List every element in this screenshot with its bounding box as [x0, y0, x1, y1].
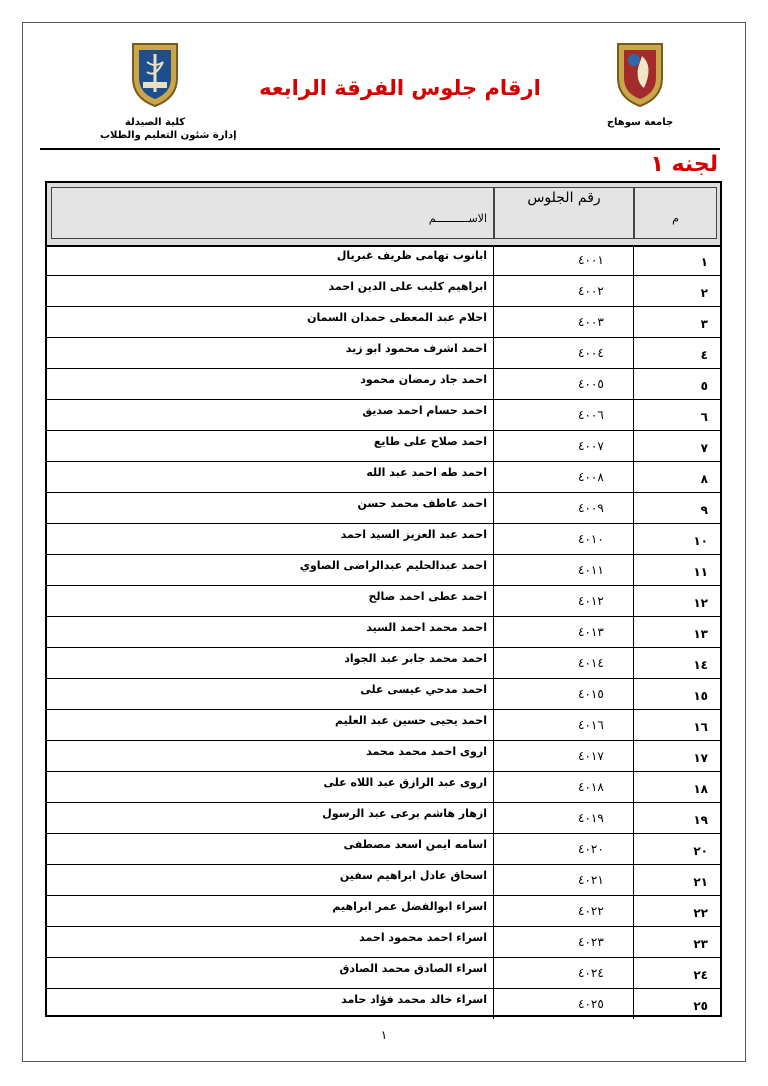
seat-number: ٤٠١٣ — [578, 625, 604, 639]
student-name: احمد عاطف محمد حسن — [357, 497, 487, 510]
serial-number: ٩ — [700, 503, 708, 517]
name-cell — [47, 462, 494, 492]
table-row — [47, 431, 720, 462]
student-name: احمد عبدالحليم عبدالراضى الصاوي — [299, 559, 487, 572]
serial-cell — [634, 741, 720, 771]
table-row — [47, 524, 720, 555]
serial-number: ٢٢ — [693, 906, 708, 920]
seat-cell — [494, 927, 634, 957]
serial-cell — [634, 958, 720, 988]
seat-number: ٤٠٠٨ — [578, 470, 604, 484]
name-cell — [47, 896, 494, 926]
table-row — [47, 617, 720, 648]
student-name: احمد مدحي عيسى على — [360, 683, 487, 696]
student-name: اسامه ايمن اسعد مصطفى — [343, 838, 487, 851]
serial-number: ١٠ — [693, 534, 708, 548]
seat-number: ٤٠٢٥ — [578, 997, 604, 1011]
name-cell — [47, 741, 494, 771]
serial-number: ٧ — [700, 441, 708, 455]
seat-cell — [494, 896, 634, 926]
serial-cell — [634, 462, 720, 492]
committee-label: لجنه ١ — [650, 152, 718, 177]
serial-number: ٢٠ — [693, 844, 708, 858]
seat-number: ٤٠١٧ — [578, 749, 604, 763]
table-row — [47, 710, 720, 741]
seat-number: ٤٠١٩ — [578, 811, 604, 825]
university-name: جامعة سوهاج — [606, 117, 674, 128]
table-row — [47, 648, 720, 679]
serial-number: ١٤ — [693, 658, 708, 672]
table-row — [47, 834, 720, 865]
serial-cell — [634, 400, 720, 430]
serial-cell — [634, 710, 720, 740]
header-name-cell — [51, 187, 494, 239]
table-row — [47, 369, 720, 400]
name-cell — [47, 276, 494, 306]
student-name: احمد حسام احمد صديق — [362, 404, 487, 417]
seat-cell — [494, 834, 634, 864]
name-cell — [47, 648, 494, 678]
table-row — [47, 462, 720, 493]
faculty-header — [100, 38, 237, 142]
seat-cell — [494, 431, 634, 461]
table-row — [47, 493, 720, 524]
serial-cell — [634, 307, 720, 337]
serial-number: ١ — [700, 255, 708, 269]
seat-number: ٤٠٠٧ — [578, 439, 604, 453]
faculty-name: كلية الصيدلة — [124, 117, 186, 128]
serial-number: ٦ — [700, 410, 708, 424]
serial-cell — [634, 896, 720, 926]
serial-cell — [634, 431, 720, 461]
table-row — [47, 679, 720, 710]
serial-number: ٢ — [700, 286, 708, 300]
pharmacy-logo-icon — [129, 38, 181, 108]
name-cell — [47, 617, 494, 647]
header-m: م — [672, 212, 679, 225]
student-name: اروى عبد الرازق عبد اللاه على — [323, 776, 487, 789]
seat-number: ٤٠٢٤ — [578, 966, 604, 980]
serial-number: ١٦ — [693, 720, 708, 734]
serial-cell — [634, 927, 720, 957]
serial-cell — [634, 555, 720, 585]
seat-cell — [494, 586, 634, 616]
student-name: احلام عبد المعطى حمدان السمان — [307, 311, 487, 324]
serial-number: ٢١ — [693, 875, 708, 889]
table-row — [47, 400, 720, 431]
serial-cell — [634, 338, 720, 368]
name-cell — [47, 958, 494, 988]
serial-number: ١٨ — [693, 782, 708, 796]
seat-cell — [494, 462, 634, 492]
header-seat: رقم الجلوس — [527, 190, 601, 206]
student-name: ابراهيم كليب على الدين احمد — [328, 280, 487, 293]
header-m-cell — [634, 187, 717, 239]
student-name: اروى احمد محمد محمد — [366, 745, 487, 758]
seat-number: ٤٠١٥ — [578, 687, 604, 701]
seat-number: ٤٠٠٣ — [578, 315, 604, 329]
serial-number: ٣ — [700, 317, 708, 331]
seat-cell — [494, 803, 634, 833]
name-cell — [47, 493, 494, 523]
seat-number: ٤٠٢١ — [578, 873, 604, 887]
serial-number: ٤ — [700, 348, 708, 362]
serial-number: ٢٣ — [693, 937, 708, 951]
serial-cell — [634, 617, 720, 647]
student-name: اسراء احمد محمود احمد — [359, 931, 487, 944]
seat-cell — [494, 555, 634, 585]
student-name: احمد يحيى حسين عبد العليم — [334, 714, 487, 727]
serial-number: ١٣ — [693, 627, 708, 641]
seat-cell — [494, 679, 634, 709]
university-header — [600, 38, 680, 129]
seat-cell — [494, 493, 634, 523]
university-logo-icon — [614, 38, 666, 108]
serial-cell — [634, 865, 720, 895]
student-name: احمد عبد العزيز السيد احمد — [340, 528, 487, 541]
table-row — [47, 772, 720, 803]
seat-cell — [494, 958, 634, 988]
seat-number: ٤٠٠٢ — [578, 284, 604, 298]
serial-cell — [634, 276, 720, 306]
student-name: احمد طه احمد عبد الله — [366, 466, 487, 479]
serial-cell — [634, 493, 720, 523]
seat-cell — [494, 648, 634, 678]
serial-number: ٢٤ — [693, 968, 708, 982]
name-cell — [47, 586, 494, 616]
serial-cell — [634, 369, 720, 399]
student-name: اسراء ابوالفضل عمر ابراهيم — [332, 900, 487, 913]
serial-number: ٥ — [700, 379, 708, 393]
seat-cell — [494, 400, 634, 430]
table-row — [47, 896, 720, 927]
seat-number: ٤٠١٦ — [578, 718, 604, 732]
serial-cell — [634, 803, 720, 833]
name-cell — [47, 927, 494, 957]
seat-number: ٤٠٠٤ — [578, 346, 604, 360]
serial-number: ١٢ — [693, 596, 708, 610]
seat-cell — [494, 245, 634, 275]
student-name: احمد اشرف محمود ابو زيد — [345, 342, 487, 355]
page-number: ١ — [380, 1028, 388, 1042]
header-name: الاســــــــــم — [428, 212, 487, 225]
seat-cell — [494, 865, 634, 895]
serial-cell — [634, 679, 720, 709]
name-cell — [47, 307, 494, 337]
serial-number: ٨ — [700, 472, 708, 486]
seat-number: ٤٠١١ — [578, 563, 604, 577]
serial-cell — [634, 834, 720, 864]
serial-number: ٢٥ — [693, 999, 708, 1013]
name-cell — [47, 400, 494, 430]
student-name: اسراء الصادق محمد الصادق — [339, 962, 487, 975]
name-cell — [47, 431, 494, 461]
department-name: إدارة شئون التعليم والطلاب — [100, 130, 237, 141]
header-seat-cell — [494, 187, 634, 239]
header-divider — [40, 148, 720, 150]
student-name: احمد محمد جابر عبد الجواد — [344, 652, 487, 665]
table-row — [47, 555, 720, 586]
serial-cell — [634, 245, 720, 275]
name-cell — [47, 555, 494, 585]
seat-cell — [494, 989, 634, 1019]
seat-cell — [494, 369, 634, 399]
seat-number: ٤٠٠٦ — [578, 408, 604, 422]
table-row — [47, 865, 720, 896]
table-row — [47, 586, 720, 617]
seat-number: ٤٠٠٥ — [578, 377, 604, 391]
seat-number: ٤٠٢٢ — [578, 904, 604, 918]
seat-number: ٤٠١٨ — [578, 780, 604, 794]
table-row — [47, 245, 720, 276]
student-name: احمد محمد احمد السيد — [366, 621, 487, 634]
student-name: احمد عطى احمد صالح — [368, 590, 487, 603]
name-cell — [47, 865, 494, 895]
seat-number: ٤٠١٢ — [578, 594, 604, 608]
seat-cell — [494, 741, 634, 771]
name-cell — [47, 679, 494, 709]
student-name: احمد صلاح على طايع — [373, 435, 487, 448]
name-cell — [47, 803, 494, 833]
table-row — [47, 989, 720, 1020]
seat-number: ٤٠١٠ — [578, 532, 604, 546]
seat-cell — [494, 276, 634, 306]
seat-cell — [494, 338, 634, 368]
student-name: ازهار هاشم برعى عبد الرسول — [322, 807, 487, 820]
seat-cell — [494, 524, 634, 554]
name-cell — [47, 834, 494, 864]
serial-number: ١٩ — [693, 813, 708, 827]
seat-number: ٤٠١٤ — [578, 656, 604, 670]
name-cell — [47, 524, 494, 554]
name-cell — [47, 338, 494, 368]
serial-number: ١٥ — [693, 689, 708, 703]
serial-cell — [634, 586, 720, 616]
serial-number: ١٧ — [693, 751, 708, 765]
page-title: ارقام جلوس الفرقة الرابعه — [259, 76, 541, 100]
seat-number: ٤٠٢٠ — [578, 842, 604, 856]
serial-number: ١١ — [693, 565, 708, 579]
table-row — [47, 276, 720, 307]
table-row — [47, 741, 720, 772]
serial-cell — [634, 648, 720, 678]
serial-cell — [634, 772, 720, 802]
name-cell — [47, 710, 494, 740]
table-row — [47, 338, 720, 369]
seat-cell — [494, 772, 634, 802]
name-cell — [47, 989, 494, 1019]
seat-cell — [494, 710, 634, 740]
seat-number: ٤٠٠٩ — [578, 501, 604, 515]
student-name: احمد جاد رمضان محمود — [360, 373, 487, 386]
table-row — [47, 307, 720, 338]
seat-cell — [494, 617, 634, 647]
seat-number: ٤٠٢٣ — [578, 935, 604, 949]
student-name: اسحاق عادل ابراهيم سفين — [339, 869, 487, 882]
seat-number: ٤٠٠١ — [578, 253, 604, 267]
table-header — [47, 183, 720, 247]
student-name: اسراء خالد محمد فؤاد حامد — [341, 993, 487, 1006]
student-name: ابانوب تهامى ظريف غبريال — [336, 249, 487, 262]
name-cell — [47, 369, 494, 399]
name-cell — [47, 772, 494, 802]
serial-cell — [634, 524, 720, 554]
seating-table — [45, 181, 722, 1017]
serial-cell — [634, 989, 720, 1019]
seat-cell — [494, 307, 634, 337]
table-row — [47, 927, 720, 958]
table-row — [47, 803, 720, 834]
table-row — [47, 958, 720, 989]
name-cell — [47, 245, 494, 275]
